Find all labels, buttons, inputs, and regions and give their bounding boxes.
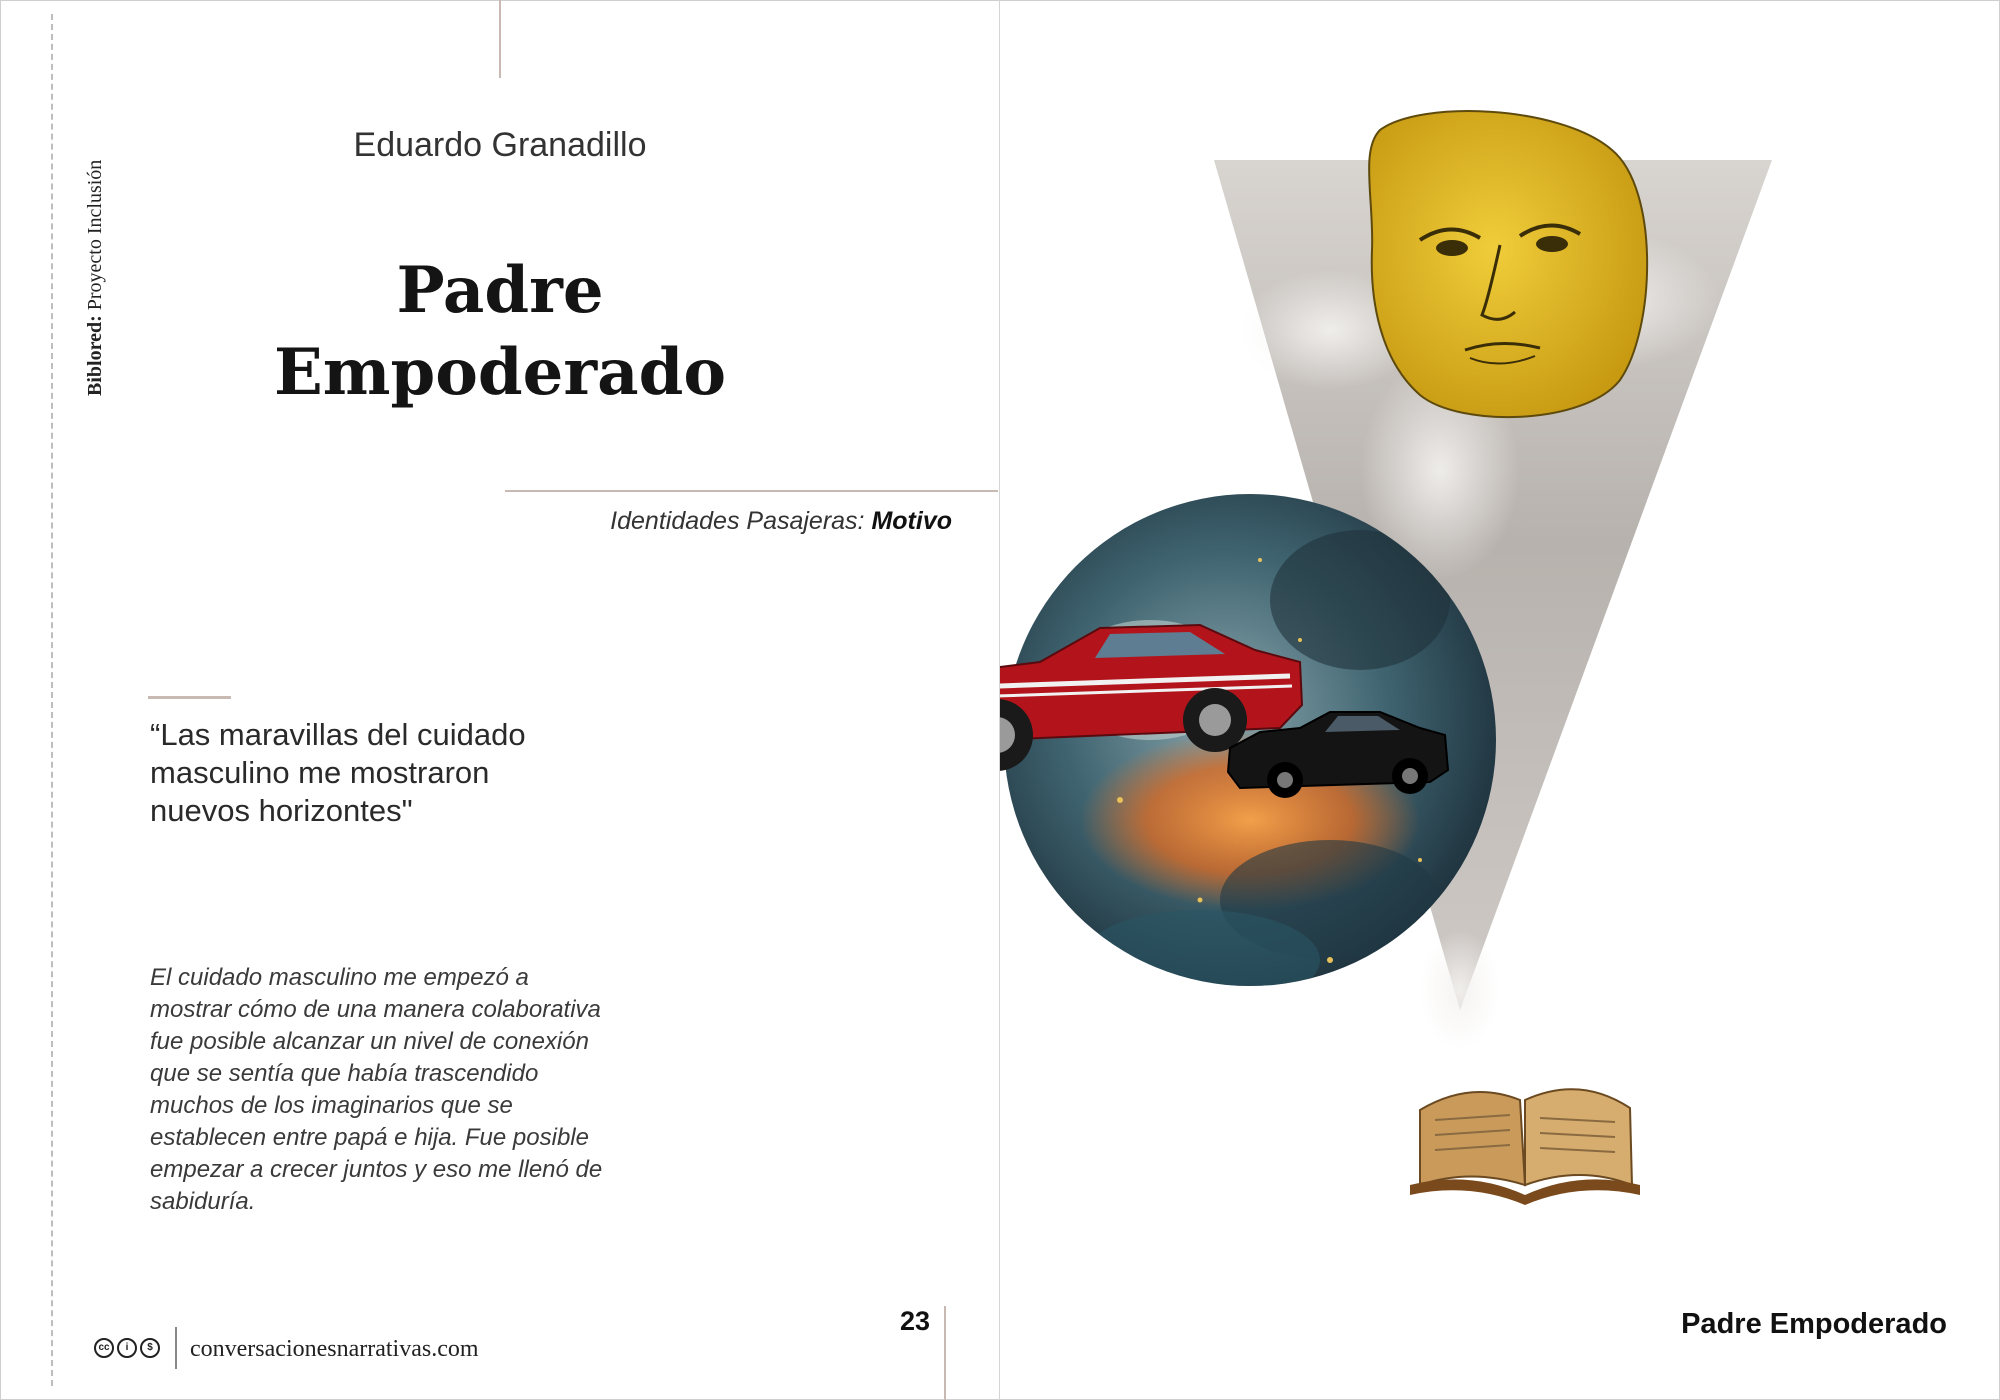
body-line: muchos de los imaginarios que se xyxy=(150,1092,513,1119)
series-name: Motivo xyxy=(871,507,952,535)
pull-quote xyxy=(150,716,580,830)
by-icon: i xyxy=(117,1338,137,1358)
title-line-1: Padre xyxy=(396,253,604,328)
title-accent-rule xyxy=(505,490,998,492)
quote-accent-rule xyxy=(148,696,231,699)
quote-line: masculino me mostraron xyxy=(150,755,490,790)
body-line: sabiduría. xyxy=(150,1188,256,1215)
body-line: empezar a crecer juntos y eso me llenó de xyxy=(150,1156,603,1183)
website-link[interactable]: conversacionesnarrativas.com xyxy=(190,1336,479,1362)
body-paragraph xyxy=(150,962,630,1218)
quote-line: nuevos horizontes" xyxy=(150,793,413,828)
author-name: Eduardo Granadillo xyxy=(353,126,647,164)
collage-illustration xyxy=(1000,0,2000,1400)
footer-separator xyxy=(175,1327,177,1369)
body-line: que se sentía que había trascendido xyxy=(150,1060,539,1087)
page-title xyxy=(200,250,800,414)
cc-icon: cc xyxy=(94,1338,114,1358)
running-title: Padre Empoderado xyxy=(1681,1308,1947,1340)
cc-license-badge xyxy=(94,1338,160,1358)
title-line-2: Empoderado xyxy=(273,335,727,410)
page-number: 23 xyxy=(899,1306,930,1336)
series-caption xyxy=(610,507,952,536)
body-line: establecen entre papá e hija. Fue posible xyxy=(150,1124,589,1151)
body-line: El cuidado masculino me empezó a xyxy=(150,964,529,991)
top-accent-rule xyxy=(499,0,501,78)
margin-dashed-rule xyxy=(51,14,53,1386)
sun-face-icon xyxy=(1369,111,1647,417)
body-line: mostrar cómo de una manera colaborativa xyxy=(150,996,601,1023)
side-label-bold: Biblored: xyxy=(84,315,106,396)
side-label xyxy=(84,160,107,396)
series-prefix: Identidades Pasajeras: xyxy=(610,507,872,535)
quote-line: “Las maravillas del cuidado xyxy=(150,717,526,752)
open-book xyxy=(1410,1089,1640,1205)
right-page xyxy=(1000,0,2000,1400)
nc-icon: $ xyxy=(140,1338,160,1358)
body-line: fue posible alcanzar un nivel de conexión xyxy=(150,1028,589,1055)
bottom-accent-rule xyxy=(944,1306,946,1400)
side-label-rest: Proyecto Inclusión xyxy=(84,159,106,316)
